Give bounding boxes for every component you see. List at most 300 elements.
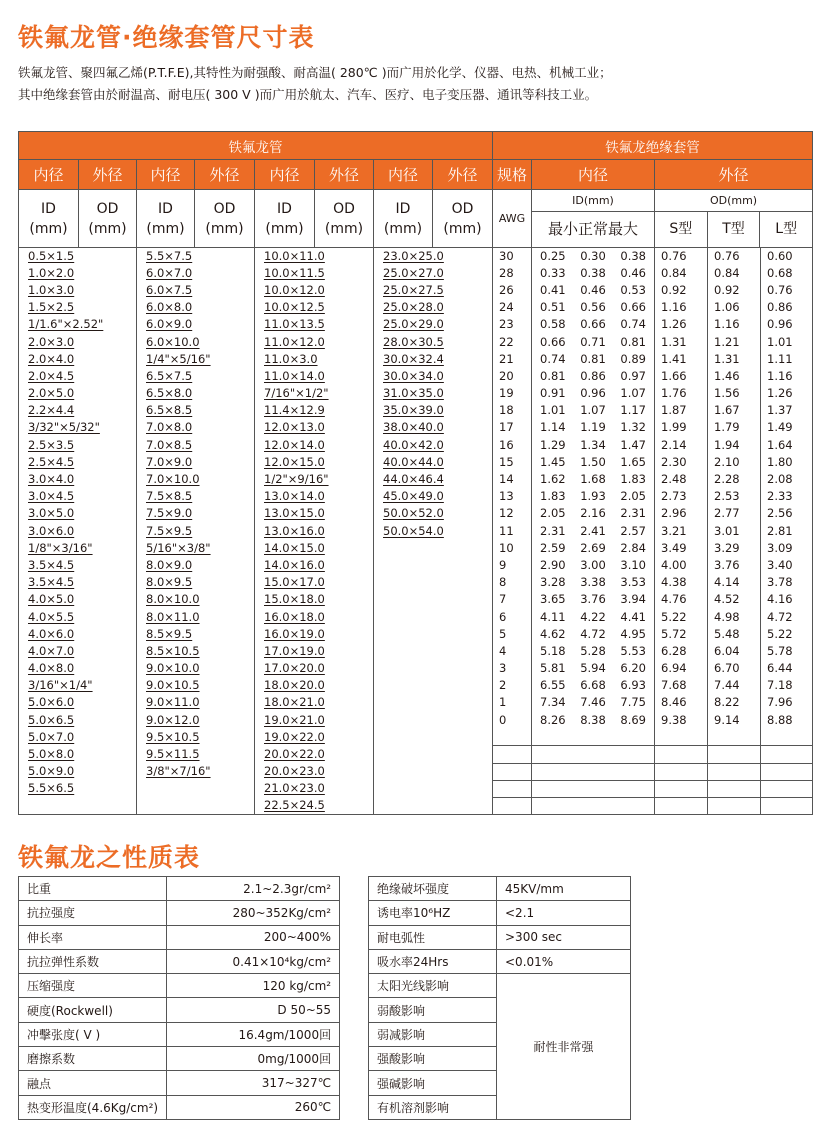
id-max: 0.38 [620, 248, 646, 263]
id-min: 1.14 [540, 420, 566, 435]
id-normal: 1.34 [580, 437, 606, 452]
table-row [19, 437, 813, 454]
tube-size-cell [19, 780, 137, 797]
property-name: 比重 [19, 877, 167, 901]
tube-size-cell [255, 763, 374, 780]
table-row [19, 351, 813, 368]
tube-size-cell [19, 385, 137, 402]
tube-size-cell [255, 591, 374, 608]
tube-size-value: 40.0×42.0 [383, 437, 444, 452]
table-row [19, 265, 813, 282]
od-t-type: 1.56 [708, 385, 761, 402]
table-row [19, 660, 813, 677]
table-row [19, 471, 813, 488]
tube-size-cell [255, 780, 374, 797]
tube-size-cell [19, 454, 137, 471]
od-l-type: 1.64 [761, 437, 813, 454]
tube-size-cell [137, 248, 255, 265]
tube-size-value: 1.0×2.0 [28, 265, 75, 280]
sleeve-id-values [532, 368, 655, 385]
id-normal: 0.56 [580, 300, 606, 315]
tube-size-value: 6.0×7.5 [146, 282, 193, 297]
tube-size-value: 50.0×52.0 [383, 506, 444, 521]
tube-size-cell [255, 402, 374, 419]
tube-size-cell [374, 402, 493, 419]
tube-size-value: 25.0×27.5 [383, 282, 444, 297]
tube-size-value: 13.0×16.0 [264, 523, 325, 538]
tube-size-value: 19.0×22.0 [264, 729, 325, 744]
tube-size-cell [255, 265, 374, 282]
tube-size-value: 12.0×13.0 [264, 420, 325, 435]
od-t-type: 6.04 [708, 643, 761, 660]
od-s-type: 2.14 [655, 437, 708, 454]
id-max: 8.69 [620, 712, 646, 727]
property-row [19, 925, 340, 949]
empty-cell [655, 729, 708, 746]
od-l-type: 7.96 [761, 694, 813, 711]
tube-size-value: 14.0×16.0 [264, 557, 325, 572]
tube-size-value: 17.0×20.0 [264, 661, 325, 676]
table-row [19, 746, 813, 763]
empty-cell [532, 763, 655, 780]
awg-cell: 3 [493, 660, 532, 677]
tube-size-cell [137, 333, 255, 350]
property-name: 绝缘破坏强度 [369, 877, 497, 901]
od-t-type: 4.98 [708, 608, 761, 625]
sleeve-id-values [532, 282, 655, 299]
od-t-type: 2.77 [708, 505, 761, 522]
tube-size-value: 7.0×9.0 [146, 454, 193, 469]
od-s-type: 1.87 [655, 402, 708, 419]
id-min: 6.55 [540, 678, 566, 693]
id-normal: 0.71 [580, 334, 606, 349]
inner-header: 内径 [374, 160, 433, 190]
od-l-type: 4.16 [761, 591, 813, 608]
tube-size-value: 20.0×23.0 [264, 764, 325, 779]
id-min: 4.62 [540, 626, 566, 641]
tube-size-value: 50.0×54.0 [383, 523, 444, 538]
tube-size-cell [374, 351, 493, 368]
property-name: 抗拉弹性系数 [19, 949, 167, 973]
awg-cell: 15 [493, 454, 532, 471]
sleeve-id-values [532, 505, 655, 522]
od-s-type: 1.31 [655, 333, 708, 350]
id-normal: 4.22 [580, 609, 606, 624]
tube-size-value: 1/4"×5/16" [146, 351, 211, 366]
tube-size-value: 11.0×12.0 [264, 334, 325, 349]
empty-cell [493, 763, 532, 780]
table-row [19, 368, 813, 385]
od-s-type: 0.76 [655, 248, 708, 265]
sleeve-inner-header: 内径 [532, 160, 655, 190]
sleeve-id-values [532, 402, 655, 419]
od-t-type: 1.94 [708, 437, 761, 454]
tube-size-value: 2.5×3.5 [28, 437, 75, 452]
tube-size-cell [137, 299, 255, 316]
awg-cell: 11 [493, 523, 532, 540]
property-name: 太阳光线影响 [369, 974, 497, 998]
page-title: 铁氟龙管·绝缘套管尺寸表 [18, 23, 315, 52]
tube-size-cell [374, 419, 493, 436]
id-mm-sublabel: ID(mm) [532, 190, 654, 212]
id-max: 2.31 [620, 506, 646, 521]
tube-size-cell [19, 265, 137, 282]
tube-size-value: 38.0×40.0 [383, 420, 444, 435]
empty-cell [532, 746, 655, 763]
sleeve-id-values [532, 437, 655, 454]
od-l-type: 0.60 [761, 248, 813, 265]
od-s-type: 2.30 [655, 454, 708, 471]
tube-size-cell [19, 488, 137, 505]
tube-size-value: 7.0×8.0 [146, 420, 193, 435]
tube-size-cell [137, 282, 255, 299]
t-type-label: T型 [708, 212, 761, 247]
empty-cell [493, 746, 532, 763]
empty-cell [761, 763, 813, 780]
id-min: 1.62 [540, 472, 566, 487]
table-row [19, 282, 813, 299]
tube-size-cell [374, 763, 493, 780]
od-l-type: 6.44 [761, 660, 813, 677]
sleeve-id-values [532, 333, 655, 350]
tube-size-value: 3.0×4.0 [28, 472, 75, 487]
id-max: 7.75 [620, 695, 646, 710]
tube-size-cell [137, 368, 255, 385]
sleeve-id-values [532, 557, 655, 574]
id-max: 2.84 [620, 540, 646, 555]
tube-size-cell [19, 798, 137, 815]
tube-size-cell [137, 454, 255, 471]
od-l-type: 1.16 [761, 368, 813, 385]
awg-cell: 10 [493, 540, 532, 557]
id-min: 1.01 [540, 403, 566, 418]
outer-header: 外径 [433, 160, 493, 190]
tube-size-value: 2.2×4.4 [28, 403, 75, 418]
tube-size-value: 12.0×15.0 [264, 454, 325, 469]
tube-size-cell [137, 437, 255, 454]
property-row [369, 949, 631, 973]
table-row [19, 643, 813, 660]
tube-size-value: 5.5×7.5 [146, 248, 193, 263]
id-min: 0.25 [540, 248, 566, 263]
empty-cell [761, 798, 813, 815]
id-min: 2.05 [540, 506, 566, 521]
tube-size-value: 16.0×18.0 [264, 609, 325, 624]
id-max: 0.74 [620, 317, 646, 332]
sleeve-id-values [532, 471, 655, 488]
tube-size-cell [19, 557, 137, 574]
empty-cell [655, 763, 708, 780]
tube-size-cell [137, 712, 255, 729]
tube-size-cell [374, 265, 493, 282]
tube-size-value: 3.5×4.5 [28, 575, 75, 590]
id-min: 2.59 [540, 540, 566, 555]
tube-size-value: 5/16"×3/8" [146, 540, 211, 555]
sleeve-id-values [532, 523, 655, 540]
id-mm-label: ID (mm) [137, 190, 195, 248]
tube-size-value: 25.0×28.0 [383, 300, 444, 315]
od-t-type: 1.16 [708, 316, 761, 333]
tube-size-cell [374, 454, 493, 471]
property-value: 2.1~2.3gr/cm² [167, 877, 340, 901]
tube-size-cell [374, 626, 493, 643]
empty-cell [493, 729, 532, 746]
sleeve-id-values [532, 454, 655, 471]
od-mm-label: OD (mm) [433, 190, 493, 248]
od-s-type: 4.38 [655, 574, 708, 591]
sleeve-id-values [532, 540, 655, 557]
od-l-type: 1.11 [761, 351, 813, 368]
tube-size-value: 14.0×15.0 [264, 540, 325, 555]
od-mm-label: OD (mm) [315, 190, 374, 248]
awg-cell: 17 [493, 419, 532, 436]
awg-cell: 7 [493, 591, 532, 608]
tube-size-cell [137, 660, 255, 677]
id-max: 0.97 [620, 368, 646, 383]
tube-size-cell [374, 591, 493, 608]
tube-size-cell [137, 643, 255, 660]
empty-cell [708, 780, 761, 797]
empty-cell [708, 763, 761, 780]
property-row [19, 974, 340, 998]
od-l-type: 5.78 [761, 643, 813, 660]
od-l-type: 1.01 [761, 333, 813, 350]
tube-size-cell [19, 574, 137, 591]
tube-size-cell [137, 574, 255, 591]
tube-size-cell [255, 729, 374, 746]
id-normal: 0.66 [580, 317, 606, 332]
tube-size-cell [137, 505, 255, 522]
tube-size-cell [19, 729, 137, 746]
awg-cell: 6 [493, 608, 532, 625]
tube-size-value: 7.0×10.0 [146, 472, 200, 487]
awg-cell: 20 [493, 368, 532, 385]
intro-line-1: 铁氟龙管、聚四氟乙烯(P.T.F.E),其特性为耐强酸、耐高温( 280℃ )而广用於化学、仪器、电热、机械工业； [18, 65, 612, 80]
awg-cell: 30 [493, 248, 532, 265]
table-row [19, 454, 813, 471]
tube-size-cell [19, 402, 137, 419]
empty-cell [655, 798, 708, 815]
od-l-type: 2.81 [761, 523, 813, 540]
tube-size-cell [255, 505, 374, 522]
property-row [19, 1071, 340, 1095]
empty-cell [708, 746, 761, 763]
tube-size-cell [374, 333, 493, 350]
tube-size-cell [137, 523, 255, 540]
tube-size-cell [255, 299, 374, 316]
tube-size-cell [255, 540, 374, 557]
tube-size-value: 45.0×49.0 [383, 489, 444, 504]
table-row [19, 677, 813, 694]
table-row [19, 419, 813, 436]
tube-size-cell [374, 694, 493, 711]
inner-header: 内径 [255, 160, 315, 190]
tube-size-cell [19, 694, 137, 711]
tube-size-cell [19, 419, 137, 436]
od-t-type: 8.22 [708, 694, 761, 711]
intro-text [18, 62, 818, 106]
sleeve-id-values [532, 419, 655, 436]
tube-size-cell [19, 763, 137, 780]
id-normal: 3.00 [580, 557, 606, 572]
property-row [369, 901, 631, 925]
id-max: 1.17 [620, 403, 646, 418]
property-name: 热变形温度(4.6Kg/cm²) [19, 1095, 167, 1119]
tube-size-cell [137, 419, 255, 436]
awg-cell: 19 [493, 385, 532, 402]
tube-size-cell [255, 248, 374, 265]
od-t-type: 1.46 [708, 368, 761, 385]
table-row [19, 694, 813, 711]
tube-size-value: 16.0×19.0 [264, 626, 325, 641]
id-max: 2.05 [620, 489, 646, 504]
od-t-type: 7.44 [708, 677, 761, 694]
od-l-type: 1.26 [761, 385, 813, 402]
tube-size-value: 10.0×12.0 [264, 282, 325, 297]
tube-size-cell [255, 419, 374, 436]
sleeve-id-cell [532, 190, 655, 248]
tube-size-value: 22.5×24.5 [264, 798, 325, 813]
tube-size-cell [374, 385, 493, 402]
property-name: 融点 [19, 1071, 167, 1095]
id-min: 1.29 [540, 437, 566, 452]
awg-cell: 22 [493, 333, 532, 350]
tube-size-cell [255, 316, 374, 333]
od-s-type: 3.49 [655, 540, 708, 557]
empty-cell [655, 746, 708, 763]
property-row [19, 949, 340, 973]
tube-size-cell [137, 351, 255, 368]
tube-size-cell [255, 351, 374, 368]
tube-size-cell [19, 746, 137, 763]
property-row [369, 974, 631, 998]
sleeve-id-values [532, 643, 655, 660]
tube-size-cell [19, 505, 137, 522]
table-row [19, 763, 813, 780]
tube-size-value: 9.0×10.5 [146, 678, 200, 693]
tube-size-value: 6.0×7.0 [146, 265, 193, 280]
property-name: 耐电弧性 [369, 925, 497, 949]
awg-cell: 23 [493, 316, 532, 333]
sleeve-id-values [532, 488, 655, 505]
tube-size-cell [255, 712, 374, 729]
tube-size-value: 9.0×11.0 [146, 695, 200, 710]
tube-size-cell [19, 540, 137, 557]
tube-size-value: 30.0×32.4 [383, 351, 444, 366]
tube-size-value: 6.5×7.5 [146, 368, 193, 383]
property-name: 硬度(Rockwell) [19, 998, 167, 1022]
id-normal: 4.72 [580, 626, 606, 641]
empty-cell [493, 780, 532, 797]
tube-size-cell [374, 316, 493, 333]
id-max: 3.53 [620, 575, 646, 590]
tube-size-cell [19, 643, 137, 660]
od-l-type: 1.49 [761, 419, 813, 436]
property-value: 260℃ [167, 1095, 340, 1119]
tube-size-value: 20.0×22.0 [264, 747, 325, 762]
outer-header: 外径 [195, 160, 255, 190]
tube-size-value: 1.5×2.5 [28, 300, 75, 315]
tube-size-value: 7.5×9.0 [146, 506, 193, 521]
awg-cell: 8 [493, 574, 532, 591]
table-row [19, 798, 813, 815]
awg-cell: 16 [493, 437, 532, 454]
tube-size-value: 6.5×8.0 [146, 386, 193, 401]
resistance-note: 耐性非常强 [497, 974, 631, 1120]
sleeve-id-values [532, 712, 655, 729]
id-mm-label: ID (mm) [255, 190, 315, 248]
tube-size-value: 4.0×8.0 [28, 661, 75, 676]
property-name: 诱电率10⁶HZ [369, 901, 497, 925]
tube-size-value: 9.0×10.0 [146, 661, 200, 676]
tube-size-value: 7.0×8.5 [146, 437, 193, 452]
sleeve-id-values [532, 694, 655, 711]
property-name: 吸水率24Hrs [369, 949, 497, 973]
table-row [19, 712, 813, 729]
tube-size-value: 0.5×1.5 [28, 248, 75, 263]
size-table [18, 131, 813, 815]
property-name: 磨擦系数 [19, 1047, 167, 1071]
property-row [19, 998, 340, 1022]
od-t-type: 0.92 [708, 282, 761, 299]
empty-cell [532, 798, 655, 815]
tube-size-cell [19, 626, 137, 643]
od-l-type: 7.18 [761, 677, 813, 694]
tube-size-value: 15.0×18.0 [264, 592, 325, 607]
empty-cell [655, 780, 708, 797]
od-s-type: 0.92 [655, 282, 708, 299]
sleeve-id-values [532, 299, 655, 316]
id-normal: 0.46 [580, 282, 606, 297]
tube-size-cell [137, 694, 255, 711]
od-t-type: 9.14 [708, 712, 761, 729]
id-normal: 1.93 [580, 489, 606, 504]
table-row [19, 402, 813, 419]
property-row [19, 901, 340, 925]
sleeve-od-cell [655, 190, 813, 248]
id-normal: 2.69 [580, 540, 606, 555]
od-s-type: 4.76 [655, 591, 708, 608]
properties-table-right [368, 876, 631, 1120]
tube-size-value: 10.0×11.0 [264, 248, 325, 263]
od-s-type: 8.46 [655, 694, 708, 711]
tube-size-value: 21.0×23.0 [264, 781, 325, 796]
awg-cell: 5 [493, 626, 532, 643]
tube-size-value: 6.0×9.0 [146, 317, 193, 332]
tube-size-cell [255, 677, 374, 694]
tube-size-value: 11.0×3.0 [264, 351, 318, 366]
id-min: 2.90 [540, 557, 566, 572]
awg-label: AWG [493, 190, 532, 248]
tube-size-cell [19, 677, 137, 694]
tube-size-cell [374, 505, 493, 522]
tube-size-value: 8.0×9.0 [146, 557, 193, 572]
tube-size-cell [374, 780, 493, 797]
id-normal: 0.86 [580, 368, 606, 383]
tube-size-value: 4.0×5.5 [28, 609, 75, 624]
tube-size-cell [255, 694, 374, 711]
table-row [19, 333, 813, 350]
tube-size-cell [255, 523, 374, 540]
tube-size-value: 35.0×39.0 [383, 403, 444, 418]
tube-size-value: 8.5×10.5 [146, 643, 200, 658]
tube-size-cell [19, 368, 137, 385]
od-s-type: 1.66 [655, 368, 708, 385]
property-name: 有机溶剂影响 [369, 1095, 497, 1119]
od-s-type: 9.38 [655, 712, 708, 729]
id-min: 8.26 [540, 712, 566, 727]
id-normal: 3.38 [580, 575, 606, 590]
